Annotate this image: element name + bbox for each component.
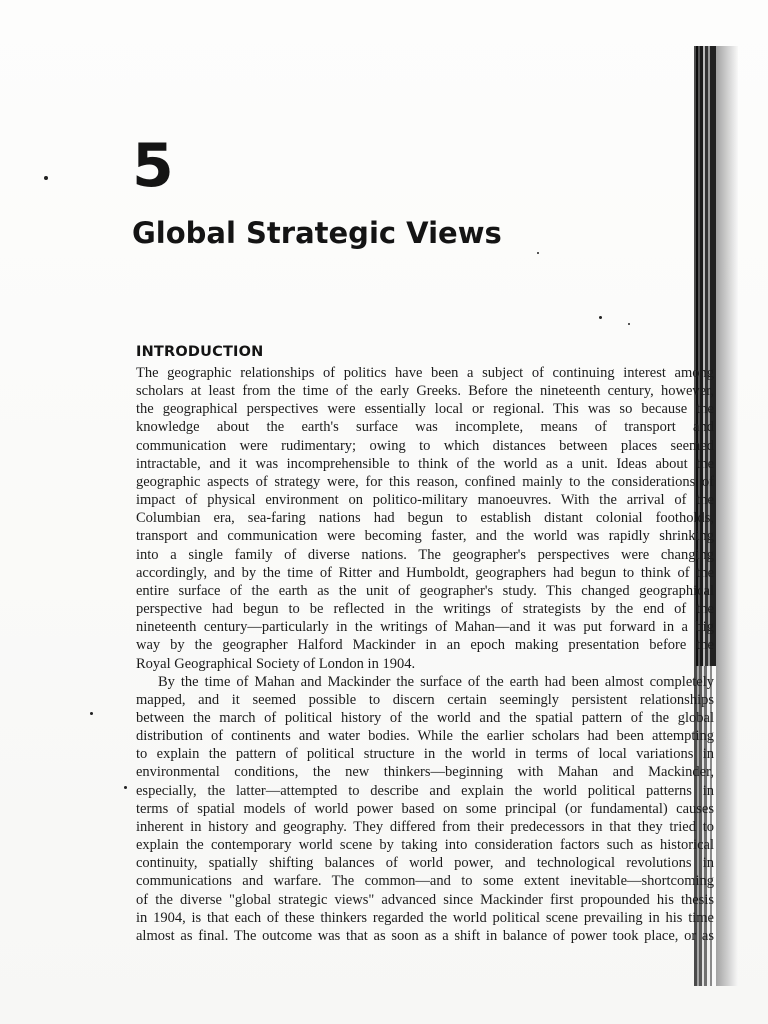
text-line: The geographic relationships of politics have been a subject of continuing interest among xyxy=(136,365,714,381)
text-line: impact of physical environment on politico-military manoeuvres. With the arrival of the xyxy=(136,492,714,509)
text-line: continuity, spatially shifting balances of world power, and technological revolutions in xyxy=(136,855,714,872)
text-line: Columbian era, sea-faring nations had begun to establish distant colonial footholds, xyxy=(136,510,714,527)
text-line: Royal Geographical Society of London in 1904. xyxy=(136,655,416,672)
scan-speck xyxy=(124,786,127,789)
text-line: scholars at least from the time of the early Greeks. Before the nineteenth century, however, xyxy=(136,383,714,400)
text-line: to explain the pattern of political structure in the world in terms of local variations in xyxy=(136,746,714,763)
scan-speck xyxy=(90,712,93,715)
chapter-number: 5 xyxy=(132,131,174,201)
text-line: environmental conditions, the new thinkers—beginning with Mahan and Mackinder, xyxy=(136,764,714,781)
text-line: nineteenth century—particularly in the writings of Mahan—and it was put forward in a big xyxy=(136,619,714,636)
scan-speck xyxy=(599,316,602,319)
paragraph-2 xyxy=(136,673,714,945)
text-line: between the march of political history of the world and the spatial pattern of the global xyxy=(136,709,714,726)
text-line: mapped, and it seemed possible to discern certain seemingly persistent relationships xyxy=(136,691,714,708)
text-line: communication were rudimentary; owing to which distances between places seemed xyxy=(136,437,714,454)
text-line: accordingly, and by the time of Ritter and Humboldt, geographers had begun to think of the xyxy=(136,564,714,581)
section-heading: INTRODUCTION xyxy=(136,344,264,360)
text-line: intractable, and it was incomprehensible to think of the world as a unit. Ideas about the xyxy=(136,455,714,472)
scan-speck xyxy=(537,252,539,254)
text-line: of the diverse "global strategic views" advanced since Mackinder first propounded his thesis xyxy=(136,891,714,908)
scan-speck xyxy=(44,176,48,180)
text-line: transport and communication were becoming faster, and the world was rapidly shrinking xyxy=(136,528,714,545)
text-line: the geographical perspectives were essentially local or regional. This was so because the xyxy=(136,401,714,418)
chapter-title: Global Strategic Views xyxy=(132,216,502,250)
text-line: in 1904, is that each of these thinkers regarded the world political scene prevailing in his time xyxy=(136,909,714,926)
text-line: especially, the latter—attempted to describe and explain the world political patterns in xyxy=(136,782,714,799)
text-line: geographic aspects of strategy were, for this reason, confined mainly to the considerations of xyxy=(136,473,714,490)
scan-speck xyxy=(628,323,630,325)
text-line: By the time of Mahan and Mackinder the surface of the earth had been almost completely xyxy=(158,673,714,690)
text-line: knowledge about the earth's surface was incomplete, means of transport and xyxy=(136,419,714,436)
text-line: terms of spatial models of world power based on some principal (or fundamental) causes xyxy=(136,800,714,817)
text-line: distribution of continents and water bodies. While the earlier scholars had been attempting xyxy=(136,728,714,745)
book-spine-fade xyxy=(716,46,738,986)
text-line: explain the contemporary world scene by taking into consideration factors such as historical xyxy=(136,837,714,854)
text-line: perspective had begun to be reflected in the writings of strategists by the end of the xyxy=(136,601,714,618)
text-line: entire surface of the earth as the unit of geographer's study. This changed geographical xyxy=(136,582,714,599)
text-line: way by the geographer Halford Mackinder in an epoch making presentation before the xyxy=(136,637,714,654)
body-text xyxy=(136,364,714,945)
text-line: into a single family of diverse nations. The geographer's perspectives were changing xyxy=(136,546,714,563)
text-line: communications and warfare. The common—and to some extent inevitable—shortcoming xyxy=(136,873,714,890)
paragraph-1 xyxy=(136,364,714,673)
text-line: almost as final. The outcome was that as soon as a shift in balance of power took place, or as xyxy=(136,927,714,944)
text-line: inherent in history and geography. They differed from their predecessors in that they tried to xyxy=(136,818,714,835)
